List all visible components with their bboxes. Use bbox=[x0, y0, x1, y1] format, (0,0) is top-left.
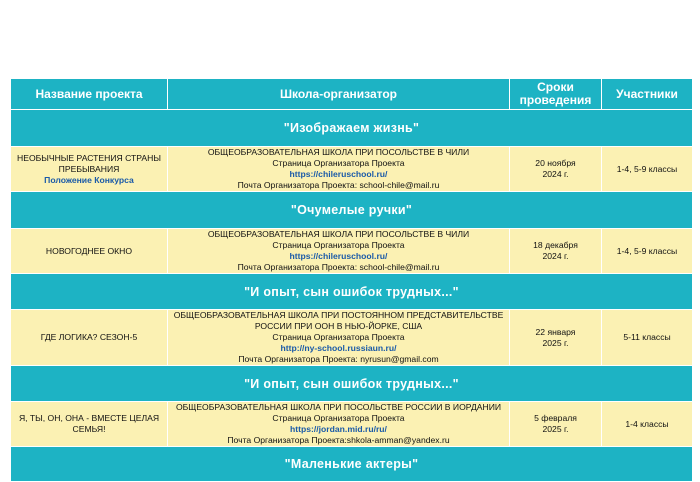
school-url-link[interactable]: https://jordan.mid.ru/ru/ bbox=[290, 424, 387, 434]
date-year: 2025 г. bbox=[542, 337, 569, 348]
date-year: 2024 г. bbox=[542, 169, 569, 179]
participants-cell: 5-11 классы bbox=[602, 310, 693, 366]
table-row bbox=[11, 147, 693, 192]
date-cell bbox=[510, 402, 602, 447]
page-label: Страница Организатора Проекта bbox=[272, 158, 405, 168]
section-title: "Изображаем жизнь" bbox=[11, 110, 693, 147]
project-name: НЕОБЫЧНЫЕ РАСТЕНИЯ СТРАНЫ ПРЕБЫВАНИЯ bbox=[17, 152, 161, 174]
email-line: Почта Организатора Проекта: school-chile@mail.ru bbox=[237, 180, 440, 190]
school-name: ОБЩЕОБРАЗОВАТЕЛЬНАЯ ШКОЛА ПРИ ПОСОЛЬСТВЕ В ЧИЛИ bbox=[207, 147, 470, 157]
project-name: Я, ТЫ, ОН, ОНА - ВМЕСТЕ ЦЕЛАЯ СЕМЬЯ! bbox=[18, 413, 160, 434]
school-url-link[interactable]: https://chileruschool.ru/ bbox=[289, 169, 388, 179]
project-name: НОВОГОДНЕЕ ОКНО bbox=[45, 245, 133, 256]
section-title: "Очумелые ручки" bbox=[11, 192, 693, 229]
section-row bbox=[11, 447, 693, 482]
header-row bbox=[11, 79, 693, 110]
school-cell bbox=[168, 147, 510, 192]
date-year: 2024 г. bbox=[542, 251, 569, 261]
section-row bbox=[11, 110, 693, 147]
school-cell bbox=[168, 229, 510, 274]
date-cell bbox=[510, 147, 602, 192]
contest-rules-link[interactable]: Положение Конкурса bbox=[44, 174, 134, 185]
school-name: ОБЩЕОБРАЗОВАТЕЛЬНАЯ ШКОЛА ПРИ ПОСОЛЬСТВЕ В ЧИЛИ bbox=[207, 229, 470, 239]
header-school: Школа-организатор bbox=[168, 79, 510, 110]
table-row bbox=[11, 229, 693, 274]
header-dates: Сроки проведения bbox=[510, 79, 602, 110]
schedule-table bbox=[10, 78, 693, 482]
school-name: ОБЩЕОБРАЗОВАТЕЛЬНАЯ ШКОЛА ПРИ ПОСОЛЬСТВЕ РОССИИ В ИОРДАНИИ bbox=[175, 402, 502, 412]
page-label: Страница Организатора Проекта bbox=[272, 240, 405, 250]
section-row bbox=[11, 192, 693, 229]
participants-cell: 1-4, 5-9 классы bbox=[602, 229, 693, 274]
date-day: 22 января bbox=[535, 326, 576, 337]
date-day: 5 февраля bbox=[534, 413, 577, 423]
section-title: "И опыт, сын ошибок трудных..." bbox=[11, 366, 693, 402]
participants-cell: 1-4 классы bbox=[602, 402, 693, 447]
project-cell bbox=[11, 310, 168, 366]
email-line: Почта Организатора Проекта: school-chile@mail.ru bbox=[237, 262, 440, 272]
project-cell bbox=[11, 147, 168, 192]
table-row bbox=[11, 310, 693, 366]
section-title: "Маленькие актеры" bbox=[11, 447, 693, 482]
section-row bbox=[11, 274, 693, 310]
email-line: Почта Организатора Проекта: nyrusun@gmail.com bbox=[238, 354, 439, 364]
section-title: "И опыт, сын ошибок трудных..." bbox=[11, 274, 693, 310]
participants-cell: 1-4, 5-9 классы bbox=[602, 147, 693, 192]
date-cell bbox=[510, 229, 602, 274]
project-cell bbox=[11, 402, 168, 447]
page-label: Страница Организатора Проекта bbox=[272, 413, 405, 423]
date-year: 2025 г. bbox=[542, 424, 569, 434]
date-cell bbox=[510, 310, 602, 366]
table-row bbox=[11, 402, 693, 447]
page-label: Страница Организатора Проекта bbox=[272, 332, 405, 342]
project-name: ГДЕ ЛОГИКА? СЕЗОН-5 bbox=[40, 332, 138, 342]
header-project: Название проекта bbox=[11, 79, 168, 110]
school-name: ОБЩЕОБРАЗОВАТЕЛЬНАЯ ШКОЛА ПРИ ПОСТОЯННОМ ПРЕДСТАВИТЕЛЬСТВЕ РОССИИ ПРИ ООН В НЬЮ-ЙОРКЕ, США bbox=[173, 310, 504, 331]
date-day: 18 декабря bbox=[533, 240, 578, 250]
school-cell bbox=[168, 310, 510, 366]
school-url-link[interactable]: http://ny-school.russiaun.ru/ bbox=[280, 343, 397, 353]
date-day: 20 ноября bbox=[535, 158, 576, 168]
header-participants: Участники bbox=[602, 79, 693, 110]
school-url-link[interactable]: https://chileruschool.ru/ bbox=[289, 251, 388, 261]
section-row bbox=[11, 366, 693, 402]
project-cell bbox=[11, 229, 168, 274]
email-line: Почта Организатора Проекта:shkola-amman@yandex.ru bbox=[227, 435, 450, 445]
school-cell bbox=[168, 402, 510, 447]
